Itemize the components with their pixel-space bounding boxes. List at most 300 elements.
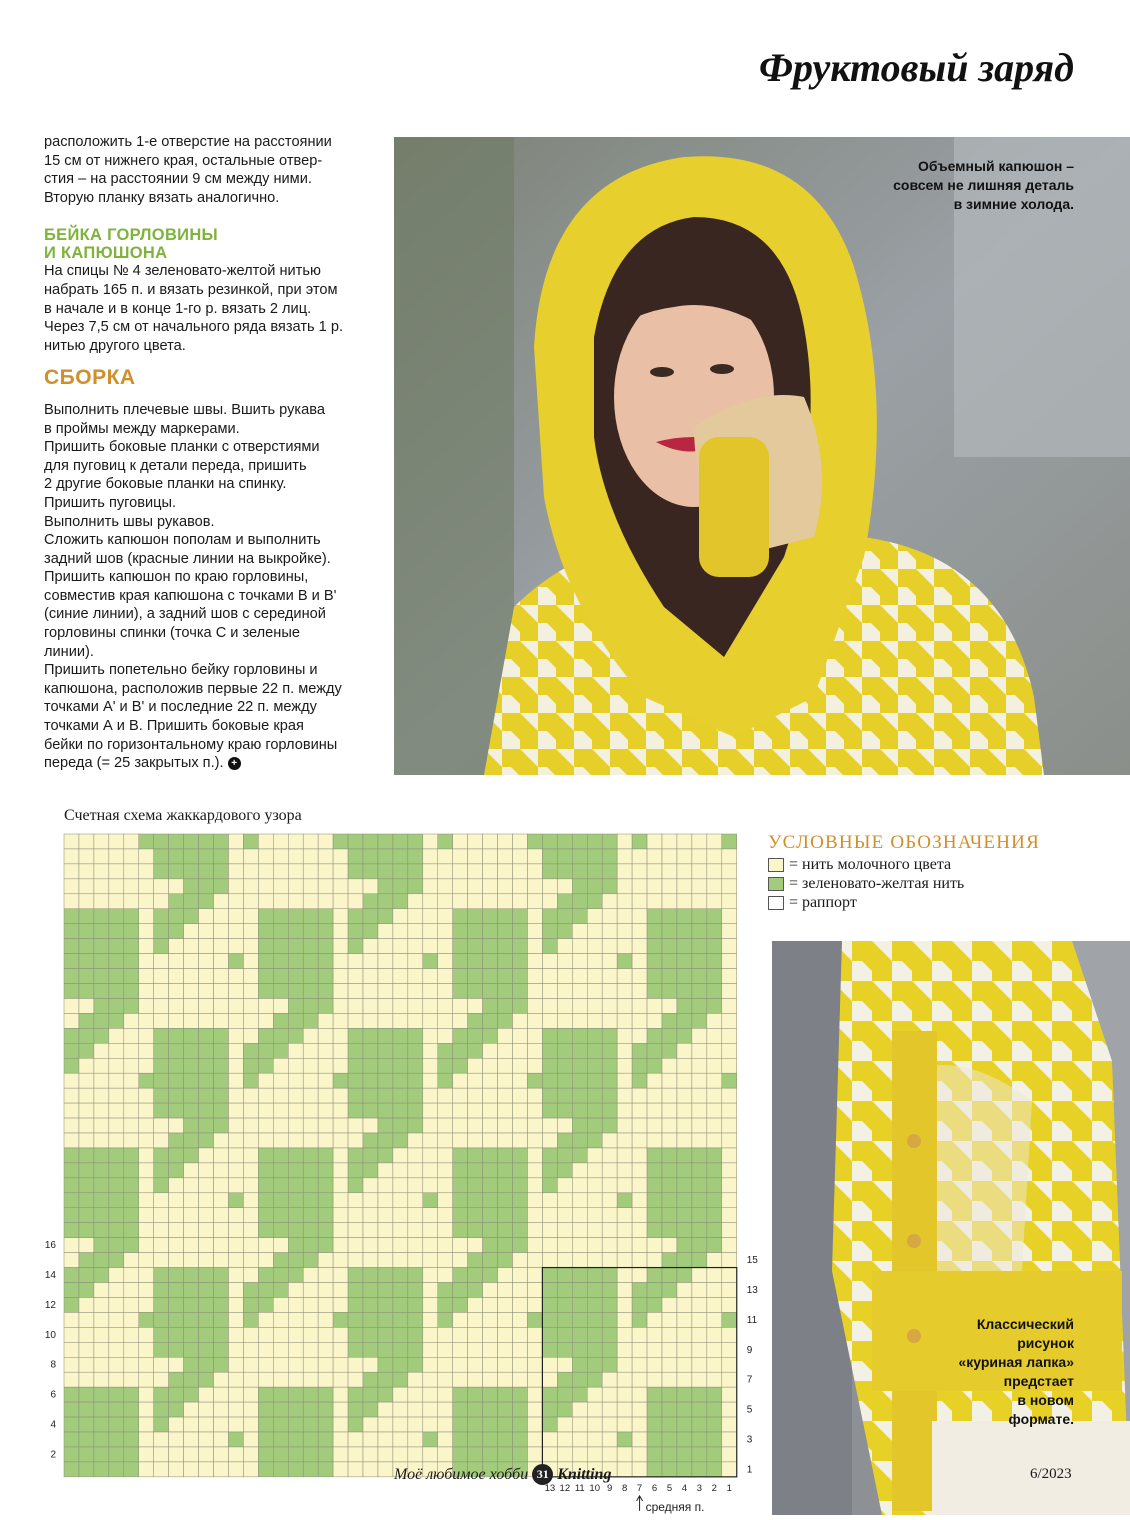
chart-cell [139, 849, 154, 864]
chart-cell [154, 1103, 169, 1118]
chart-cell [199, 909, 214, 924]
chart-cell [542, 1342, 557, 1357]
chart-cell [363, 1163, 378, 1178]
chart-cell [318, 1342, 333, 1357]
chart-cell [587, 1268, 602, 1283]
chart-cell [348, 1103, 363, 1118]
chart-cell [378, 939, 393, 954]
chart-cell [408, 1447, 423, 1462]
chart-cell [288, 849, 303, 864]
chart-cell [288, 984, 303, 999]
cardigan-detail-photo [772, 941, 1130, 1515]
chart-cell [199, 1148, 214, 1163]
chart-cell [468, 1268, 483, 1283]
chart-cell [453, 879, 468, 894]
chart-cell [662, 1417, 677, 1432]
chart-cell [527, 939, 542, 954]
chart-cell [483, 1283, 498, 1298]
chart-cell [498, 864, 513, 879]
chart-cell [587, 1223, 602, 1238]
chart-cell [169, 1417, 184, 1432]
chart-cell [513, 1058, 528, 1073]
chart-cell [453, 1073, 468, 1088]
chart-cell [154, 1208, 169, 1223]
chart-cell [378, 1193, 393, 1208]
chart-cell [647, 1148, 662, 1163]
chart-cell [677, 1312, 692, 1327]
chart-cell [184, 1357, 199, 1372]
chart-cell [572, 849, 587, 864]
chart-cell [243, 909, 258, 924]
chart-cell [498, 894, 513, 909]
chart-cell [408, 1342, 423, 1357]
chart-cell [378, 1178, 393, 1193]
chart-cell [184, 954, 199, 969]
chart-cell [243, 879, 258, 894]
chart-cell [79, 1118, 94, 1133]
chart-cell [602, 984, 617, 999]
chart-cell [423, 894, 438, 909]
chart-cell [139, 1073, 154, 1088]
chart-cell [214, 1178, 229, 1193]
chart-cell [423, 1432, 438, 1447]
chart-cell [707, 1193, 722, 1208]
chart-cell [333, 1372, 348, 1387]
chart-cell [587, 939, 602, 954]
chart-cell [483, 998, 498, 1013]
chart-cell [184, 1103, 199, 1118]
chart-cell [453, 1148, 468, 1163]
chart-cell [677, 1387, 692, 1402]
chart-cell [542, 1357, 557, 1372]
chart-cell [692, 849, 707, 864]
chart-cell [722, 1208, 737, 1223]
chart-cell [318, 864, 333, 879]
chart-cell [214, 1447, 229, 1462]
chart-cell [453, 1193, 468, 1208]
chart-cell [542, 1372, 557, 1387]
chart-cell [378, 849, 393, 864]
chart-cell [214, 1208, 229, 1223]
legend-label-cream: = нить молочного цвета [789, 856, 952, 873]
chart-cell [273, 969, 288, 984]
chart-cell [288, 864, 303, 879]
chart-cell [393, 1178, 408, 1193]
chart-cell [453, 1268, 468, 1283]
chart-cell [602, 1013, 617, 1028]
chart-cell [468, 1013, 483, 1028]
chart-cell [587, 1342, 602, 1357]
chart-cell [557, 1327, 572, 1342]
chart-cell [692, 1327, 707, 1342]
chart-cell [453, 1417, 468, 1432]
chart-cell [318, 1268, 333, 1283]
chart-cell [228, 1193, 243, 1208]
chart-cell [64, 1402, 79, 1417]
chart-cell [527, 1297, 542, 1312]
chart-cell [438, 1417, 453, 1432]
chart-cell [647, 1013, 662, 1028]
chart-cell [288, 998, 303, 1013]
chart-cell [214, 998, 229, 1013]
chart-cell [318, 1372, 333, 1387]
chart-cell [453, 1103, 468, 1118]
chart-cell [527, 1163, 542, 1178]
chart-cell [258, 1058, 273, 1073]
chart-cell [647, 1372, 662, 1387]
column-label: 8 [621, 1482, 628, 1494]
chart-cell [303, 1193, 318, 1208]
chart-cell [273, 834, 288, 849]
chart-cell [154, 1432, 169, 1447]
chart-cell [288, 1193, 303, 1208]
chart-cell [64, 1268, 79, 1283]
chart-cell [707, 998, 722, 1013]
chart-cell [423, 1402, 438, 1417]
chart-cell [632, 909, 647, 924]
chart-cell [94, 1387, 109, 1402]
chart-cell [243, 1357, 258, 1372]
chart-cell [303, 879, 318, 894]
chart-cell [527, 969, 542, 984]
chart-cell [617, 1357, 632, 1372]
chart-cell [602, 1238, 617, 1253]
chart-cell [393, 1103, 408, 1118]
chart-cell [109, 1013, 124, 1028]
legend-label-green: = зеленовато-желтая нить [789, 875, 965, 892]
chart-cell [243, 1447, 258, 1462]
chart-cell [423, 1357, 438, 1372]
chart-cell [333, 1088, 348, 1103]
chart-cell [333, 1193, 348, 1208]
chart-cell [453, 849, 468, 864]
chart-cell [228, 924, 243, 939]
hooded-sweater-illustration [394, 137, 1130, 775]
chart-cell [393, 1118, 408, 1133]
chart-cell [169, 1342, 184, 1357]
chart-cell [393, 1297, 408, 1312]
chart-cell [513, 864, 528, 879]
chart-cell [228, 954, 243, 969]
hooded-sweater-photo [394, 137, 1130, 775]
chart-cell [124, 1253, 139, 1268]
chart-cell [288, 1312, 303, 1327]
chart-cell [602, 1283, 617, 1298]
chart-cell [378, 1297, 393, 1312]
chart-cell [662, 954, 677, 969]
chart-cell [318, 1387, 333, 1402]
chart-grid-cells [64, 834, 737, 1477]
chart-cell [453, 834, 468, 849]
intro-text: расположить 1-е отверстие на расстоянии 15 см от нижнего края, остальные отвер- стия – на расстоянии 9 см между ними. Вторую планку вязать аналогично. [44, 134, 332, 206]
chart-cell [288, 1073, 303, 1088]
chart-cell [542, 1327, 557, 1342]
chart-cell [408, 879, 423, 894]
chart-cell [184, 1387, 199, 1402]
chart-cell [662, 909, 677, 924]
chart-cell [154, 1058, 169, 1073]
chart-cell [79, 879, 94, 894]
chart-cell [393, 1148, 408, 1163]
chart-cell [662, 1327, 677, 1342]
chart-cell [438, 969, 453, 984]
chart-cell [273, 1342, 288, 1357]
chart-cell [647, 1283, 662, 1298]
chart-cell [393, 834, 408, 849]
chart-cell [468, 1417, 483, 1432]
chart-cell [214, 849, 229, 864]
chart-cell [557, 954, 572, 969]
chart-cell [557, 1417, 572, 1432]
chart-cell [453, 909, 468, 924]
chart-cell [363, 1342, 378, 1357]
chart-cell [647, 1133, 662, 1148]
chart-cell [109, 1028, 124, 1043]
chart-cell [288, 969, 303, 984]
chart-cell [288, 1028, 303, 1043]
chart-cell [199, 1133, 214, 1148]
chart-cell [94, 1193, 109, 1208]
chart-cell [647, 879, 662, 894]
chart-cell [677, 1372, 692, 1387]
chart-cell [318, 1118, 333, 1133]
chart-cell [378, 879, 393, 894]
chart-cell [468, 864, 483, 879]
chart-cell [64, 1133, 79, 1148]
chart-cell [273, 1088, 288, 1103]
chart-cell [602, 1417, 617, 1432]
chart-cell [662, 1387, 677, 1402]
chart-cell [498, 1148, 513, 1163]
chart-cell [273, 1133, 288, 1148]
chart-cell [318, 969, 333, 984]
chart-cell [154, 1073, 169, 1088]
chart-cell [393, 998, 408, 1013]
chart-cell [139, 1163, 154, 1178]
chart-cell [677, 834, 692, 849]
chart-cell [587, 1238, 602, 1253]
chart-cell [258, 1312, 273, 1327]
chart-cell [557, 1253, 572, 1268]
chart-cell [453, 1208, 468, 1223]
chart-cell [632, 1462, 647, 1477]
chart-cell [363, 1402, 378, 1417]
chart-cell [79, 1223, 94, 1238]
chart-cell [692, 864, 707, 879]
chart-cell [438, 1327, 453, 1342]
chart-cell [348, 1372, 363, 1387]
chart-cell [139, 1327, 154, 1342]
chart-cell [214, 1133, 229, 1148]
chart-cell [184, 1462, 199, 1477]
chart-cell [184, 939, 199, 954]
chart-cell [79, 1342, 94, 1357]
chart-cell [632, 924, 647, 939]
row-label-right: 3 [746, 1434, 753, 1446]
chart-cell [139, 1312, 154, 1327]
chart-cell [557, 1268, 572, 1283]
chart-cell [498, 969, 513, 984]
chart-cell [393, 1372, 408, 1387]
chart-cell [692, 1447, 707, 1462]
chart-cell [273, 1208, 288, 1223]
chart-cell [707, 1253, 722, 1268]
chart-cell [109, 998, 124, 1013]
chart-cell [557, 1283, 572, 1298]
chart-cell [139, 1297, 154, 1312]
chart-cell [572, 1178, 587, 1193]
chart-cell [139, 1432, 154, 1447]
chart-cell [707, 939, 722, 954]
chart-cell [214, 1253, 229, 1268]
chart-cell [124, 939, 139, 954]
chart-cell [438, 1238, 453, 1253]
chart-cell [707, 879, 722, 894]
chart-cell [348, 909, 363, 924]
chart-cell [393, 1342, 408, 1357]
chart-cell [184, 1133, 199, 1148]
chart-cell [79, 1028, 94, 1043]
chart-cell [423, 1148, 438, 1163]
chart-cell [273, 954, 288, 969]
chart-cell [109, 894, 124, 909]
chart-cell [303, 909, 318, 924]
chart-cell [557, 1357, 572, 1372]
chart-cell [722, 909, 737, 924]
chart-cell [557, 1148, 572, 1163]
chart-cell [513, 849, 528, 864]
footer-brand: Knitting [557, 1465, 612, 1483]
chart-cell [483, 1432, 498, 1447]
chart-cell [154, 1133, 169, 1148]
chart-cell [348, 1208, 363, 1223]
chart-cell [64, 1417, 79, 1432]
legend-swatch-repeat [768, 896, 784, 910]
chart-cell [408, 1432, 423, 1447]
chart-cell [393, 864, 408, 879]
chart-cell [587, 879, 602, 894]
chart-cell [318, 1312, 333, 1327]
chart-cell [228, 1402, 243, 1417]
chart-cell [498, 1402, 513, 1417]
chart-cell [199, 1357, 214, 1372]
chart-cell [199, 1238, 214, 1253]
chart-cell [184, 1238, 199, 1253]
chart-cell [273, 939, 288, 954]
chart-cell [707, 1312, 722, 1327]
chart-cell [273, 1268, 288, 1283]
chart-cell [513, 969, 528, 984]
section-heading-assembly: СБОРКА [44, 366, 136, 390]
chart-cell [94, 1013, 109, 1028]
chart-cell [363, 1357, 378, 1372]
text-column [44, 133, 394, 773]
chart-cell [572, 864, 587, 879]
chart-cell [303, 849, 318, 864]
chart-cell [228, 1387, 243, 1402]
chart-cell [542, 1013, 557, 1028]
chart-cell [154, 1342, 169, 1357]
chart-cell [498, 1133, 513, 1148]
chart-cell [184, 1447, 199, 1462]
chart-cell [483, 1028, 498, 1043]
chart-cell [333, 1223, 348, 1238]
chart-cell [498, 1357, 513, 1372]
chart-cell [557, 1208, 572, 1223]
chart-cell [617, 1283, 632, 1298]
chart-cell [468, 1058, 483, 1073]
chart-cell [662, 1043, 677, 1058]
chart-cell [527, 909, 542, 924]
chart-cell [109, 1058, 124, 1073]
chart-cell [707, 894, 722, 909]
chart-cell [408, 1387, 423, 1402]
chart-cell [692, 1387, 707, 1402]
chart-cell [154, 1417, 169, 1432]
chart-cell [64, 1387, 79, 1402]
chart-cell [662, 1447, 677, 1462]
chart-cell [632, 1193, 647, 1208]
chart-cell [468, 1342, 483, 1357]
chart-cell [647, 1447, 662, 1462]
chart-cell [587, 1118, 602, 1133]
chart-cell [498, 1058, 513, 1073]
chart-cell [707, 1088, 722, 1103]
chart-cell [438, 1073, 453, 1088]
chart-cell [453, 1342, 468, 1357]
chart-cell [587, 1133, 602, 1148]
chart-cell [587, 1058, 602, 1073]
chart-cell [483, 984, 498, 999]
chart-cell [527, 1253, 542, 1268]
chart-cell [632, 998, 647, 1013]
chart-cell [124, 1088, 139, 1103]
chart-cell [288, 1238, 303, 1253]
chart-cell [483, 909, 498, 924]
chart-cell [483, 1417, 498, 1432]
chart-cell [378, 1028, 393, 1043]
chart-cell [498, 1118, 513, 1133]
chart-cell [587, 1193, 602, 1208]
chart-cell [468, 1163, 483, 1178]
chart-cell [438, 1268, 453, 1283]
chart-cell [243, 864, 258, 879]
row-label-left: 2 [50, 1449, 56, 1461]
chart-cell [423, 909, 438, 924]
chart-cell [243, 1088, 258, 1103]
chart-cell [288, 1462, 303, 1477]
chart-cell [542, 1118, 557, 1133]
chart-cell [139, 1342, 154, 1357]
chart-cell [109, 1372, 124, 1387]
chart-cell [602, 1357, 617, 1372]
chart-cell [722, 1238, 737, 1253]
chart-cell [572, 1148, 587, 1163]
chart-cell [169, 1028, 184, 1043]
chart-cell [64, 1163, 79, 1178]
chart-cell [468, 834, 483, 849]
chart-cell [513, 954, 528, 969]
chart-cell [333, 909, 348, 924]
chart-cell [273, 1387, 288, 1402]
chart-cell [139, 1178, 154, 1193]
chart-cell [423, 998, 438, 1013]
chart-cell [184, 909, 199, 924]
chart-cell [393, 1238, 408, 1253]
chart-cell [632, 864, 647, 879]
chart-cell [64, 954, 79, 969]
chart-cell [318, 1297, 333, 1312]
